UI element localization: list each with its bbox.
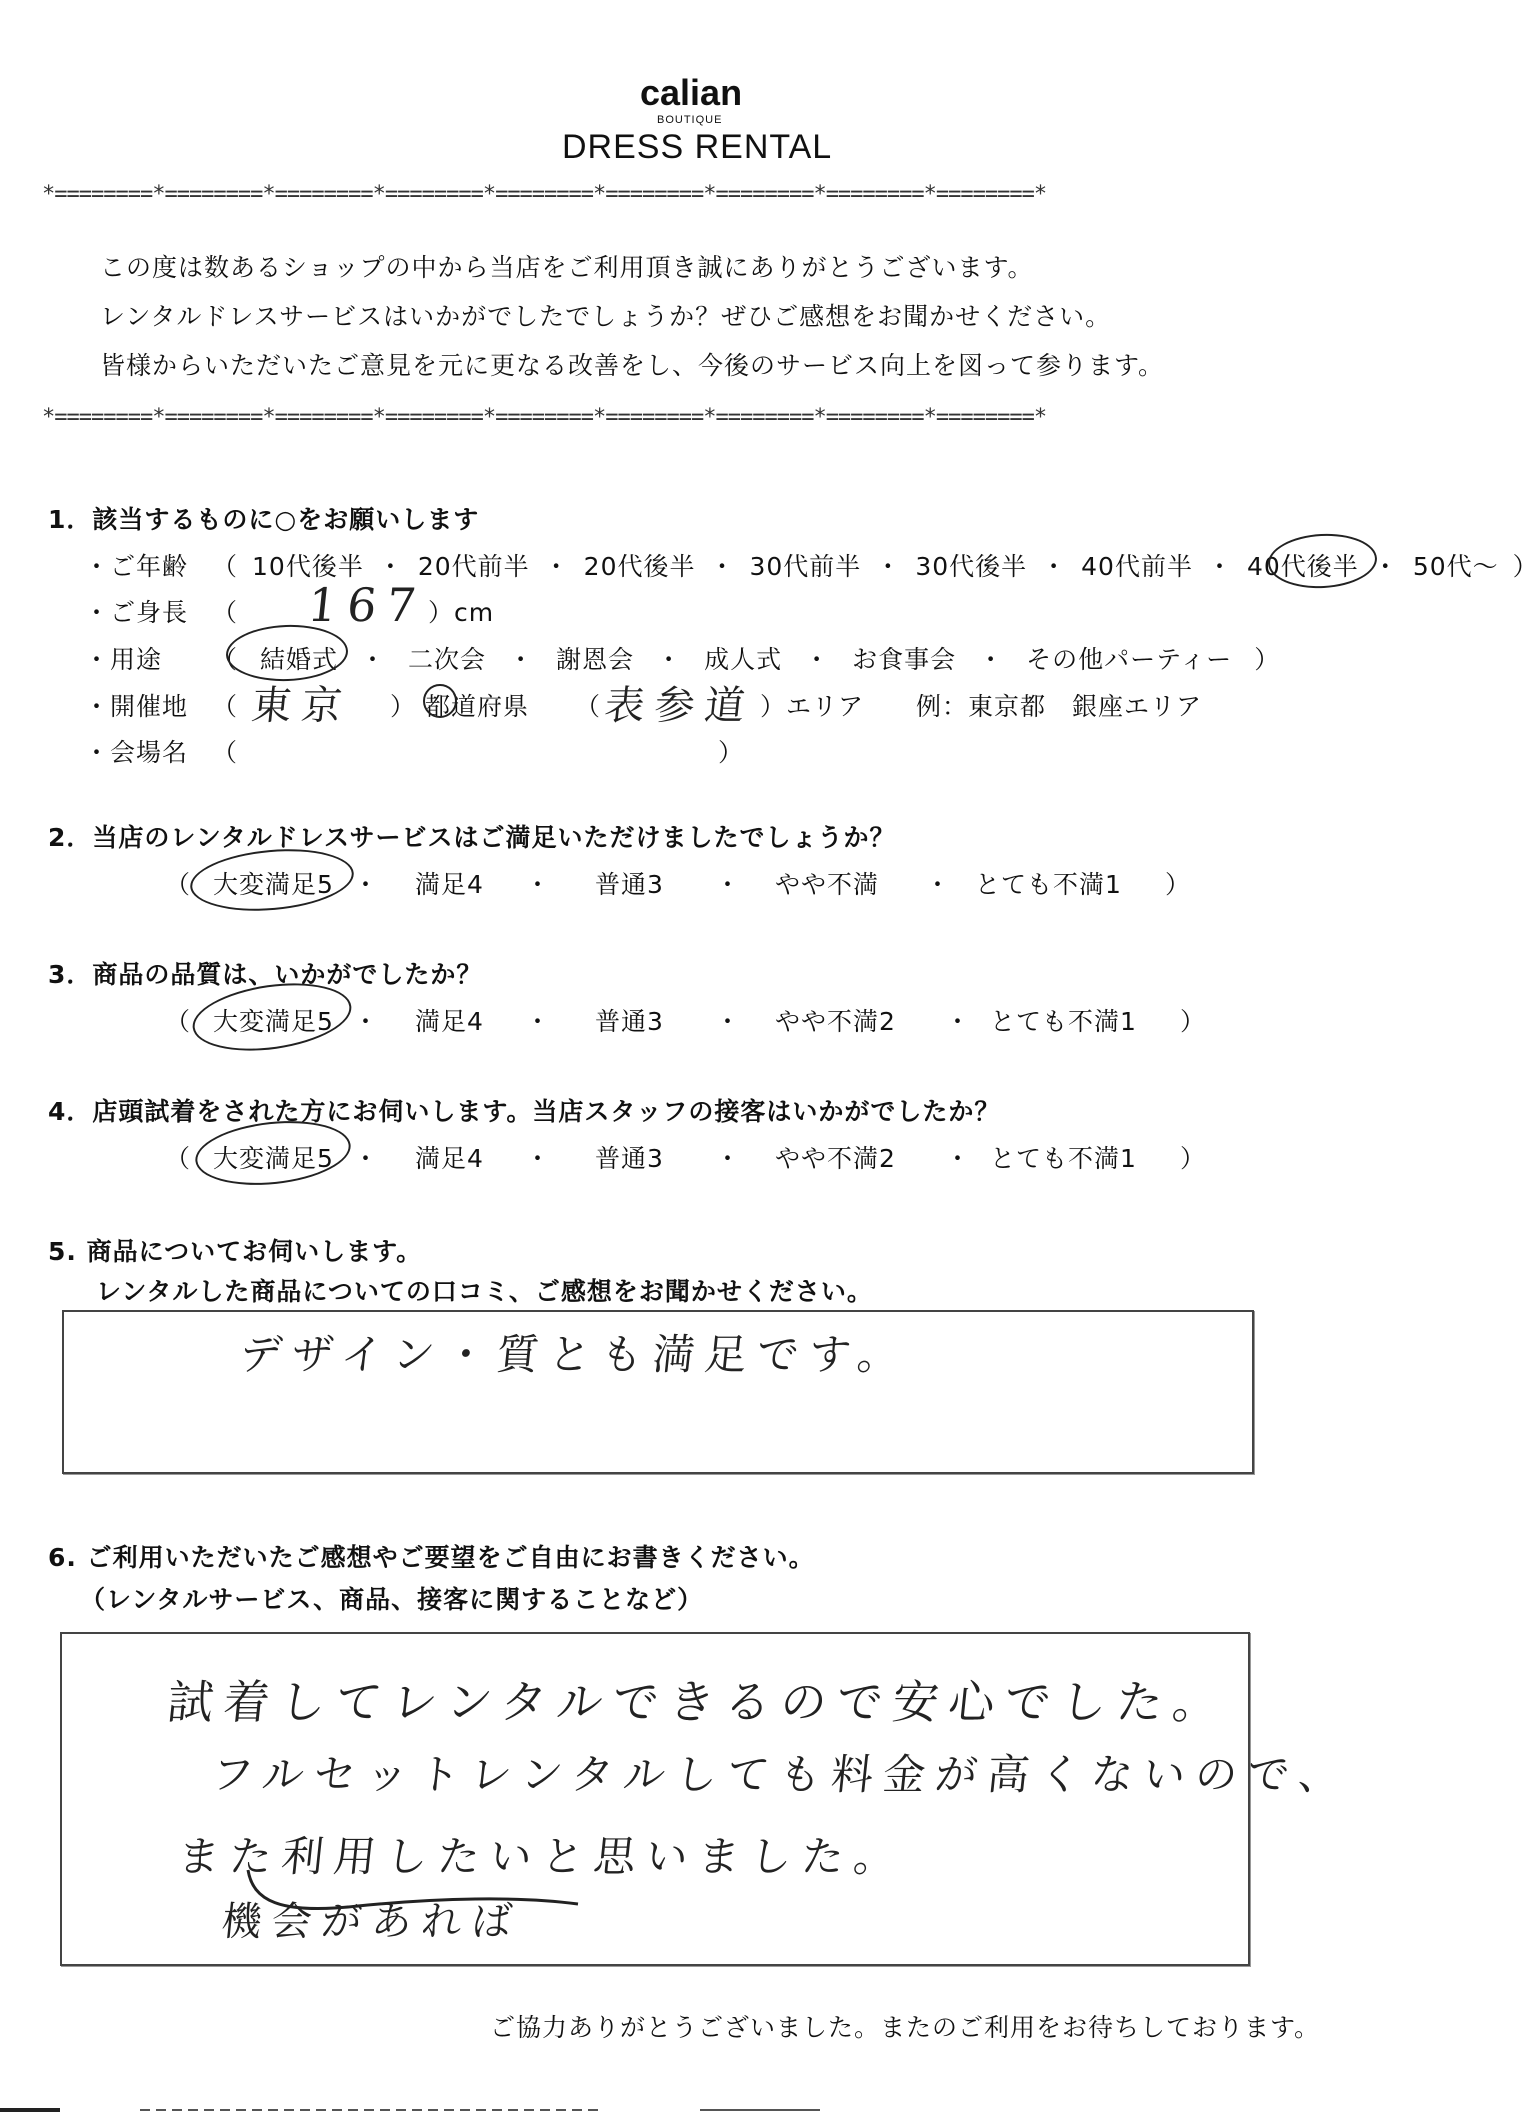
age-option: 10代後半 — [252, 552, 364, 581]
q5-answer: デザイン・質とも満足です。 — [237, 1330, 913, 1379]
dot: ・ — [353, 1144, 380, 1173]
dot: ・ — [1041, 552, 1068, 581]
prefecture-selected-circle — [423, 684, 457, 718]
q2-option: 満足4 — [415, 870, 484, 899]
dot: ・ — [875, 552, 902, 581]
intro-line-1: この度は数あるショップの中から当店をご利用頂き誠にありがとうございます。 — [100, 253, 1034, 282]
dot: ・ — [525, 1007, 552, 1036]
paren-open: （ — [165, 1007, 192, 1036]
venue-open: （ — [212, 692, 239, 721]
q5-title: 5. 商品についてお伺いします。 — [48, 1237, 423, 1266]
age-option-selected: 50代～ — [1412, 552, 1499, 581]
q6-answer-line-1: 試着してレンタルできるので安心でした。 — [164, 1675, 1232, 1729]
paren-close: ） — [1180, 1007, 1207, 1036]
paren-open: （ — [165, 1144, 192, 1173]
age-option: 20代後半 — [583, 552, 696, 581]
bottom-scan-marks — [0, 2105, 1500, 2115]
dot: ・ — [945, 1007, 972, 1036]
purpose-option: 謝恩会 — [556, 645, 635, 674]
brand-sub: BOUTIQUE — [657, 114, 723, 126]
age-option: 20代前半 — [417, 552, 530, 581]
q3-title: 3．商品の品質は、いかがでしたか？ — [48, 960, 483, 989]
footer-thanks: ご協力ありがとうございました。またのご利用をお待ちしております。 — [490, 2013, 1321, 2042]
dot: ・ — [525, 1144, 552, 1173]
age-option: 40代後半 — [1246, 552, 1359, 581]
q2-option: 普通3 — [595, 870, 664, 899]
venue-label: ・開催地 — [84, 692, 189, 721]
intro-line-2: レンタルドレスサービスはいかがでしたでしょうか？ぜひご感想をお聞かせください。 — [100, 302, 1112, 331]
dot: ・ — [508, 645, 535, 674]
intro-line-3: 皆様からいただいたご意見を元に更なる改善をし、今後のサービス向上を図って参ります。 — [100, 351, 1165, 380]
venue-suffix: ）エリア 例：東京都 銀座エリア — [760, 692, 1203, 721]
paren-close: ） — [1165, 870, 1192, 899]
dot: ・ — [353, 1007, 380, 1036]
separator-bottom: *========*========*========*========*========*========*========*========*========* — [42, 405, 1047, 430]
purpose-option: 二次会 — [408, 645, 487, 674]
purpose-label: ・用途 — [84, 645, 163, 674]
separator-top: *========*========*========*========*========*========*========*========*========* — [42, 182, 1047, 207]
dot: ・ — [353, 870, 380, 899]
dot: ・ — [377, 552, 404, 581]
paren-open: （ — [165, 870, 192, 899]
venue-value: 東京 — [249, 683, 355, 729]
height-unit: ）cm — [428, 598, 495, 627]
q2-option: やや不満 — [775, 870, 880, 899]
venue-prefecture: 都道府県 — [425, 692, 530, 721]
dot: ・ — [360, 645, 387, 674]
paren-open: （ — [212, 645, 239, 674]
q6-answer-line-4: 機会があれば — [219, 1899, 525, 1945]
purpose-option: 成人式 — [704, 645, 783, 674]
paren-close: ） — [1180, 1144, 1207, 1173]
paren-close: ） — [1512, 552, 1539, 581]
q3-option: 普通3 — [595, 1007, 664, 1036]
q4-option: やや不満2 — [775, 1144, 896, 1173]
age-label: ・ご年齢 — [84, 552, 189, 581]
hall-open: （ — [212, 738, 239, 767]
purpose-option: その他パーティー — [1026, 645, 1233, 674]
dot: ・ — [978, 645, 1005, 674]
venue-mid: ） — [390, 692, 417, 721]
paren-open: （ — [212, 552, 239, 581]
q3-option: 満足4 — [415, 1007, 484, 1036]
q4-option: とても不満1 — [990, 1144, 1137, 1173]
dot: ・ — [525, 870, 552, 899]
dot: ・ — [715, 870, 742, 899]
q3-option: やや不満2 — [775, 1007, 896, 1036]
dot: ・ — [709, 552, 736, 581]
q6-answer-line-2: フルセットレンタルしても料金が高くないので、 — [209, 1750, 1354, 1799]
q6-title: 6. ご利用いただいたご感想やご要望をご自由にお書きください。 — [48, 1543, 815, 1572]
q1-title: 1．該当するものに○をお願いします — [48, 505, 480, 534]
q3-option: とても不満1 — [990, 1007, 1137, 1036]
q4-title: 4．店頭試着をされた方にお伺いします。当店スタッフの接客はいかがでしたか？ — [48, 1097, 1001, 1126]
q4-option: 普通3 — [595, 1144, 664, 1173]
dot: ・ — [1372, 552, 1399, 581]
hall-label: ・会場名 — [84, 738, 189, 767]
height-open: （ — [212, 598, 239, 627]
q6-answer-line-3: また利用したいと思いました。 — [175, 1832, 909, 1881]
dot: ・ — [945, 1144, 972, 1173]
purpose-option: お食事会 — [852, 645, 957, 674]
q3-option-selected: 大変満足5 — [213, 1007, 334, 1036]
venue-open-2: （ — [575, 692, 602, 721]
hall-close: ） — [718, 738, 745, 767]
dot: ・ — [543, 552, 570, 581]
q5-subtitle: レンタルした商品についての口コミ、ご感想をお聞かせください。 — [96, 1277, 873, 1306]
q2-title: 2．当店のレンタルドレスサービスはご満足いただけましたでしょうか？ — [48, 823, 896, 852]
q4-option: 満足4 — [415, 1144, 484, 1173]
q4-option-selected: 大変満足5 — [213, 1144, 334, 1173]
age-option: 30代後半 — [915, 552, 1028, 581]
purpose-option-selected: 結婚式 — [260, 645, 339, 674]
height-label: ・ご身長 — [84, 598, 189, 627]
document-title: DRESS RENTAL — [562, 128, 833, 166]
q2-option-selected: 大変満足5 — [213, 870, 334, 899]
dot: ・ — [656, 645, 683, 674]
dot: ・ — [715, 1007, 742, 1036]
paren-close: ） — [1254, 645, 1281, 674]
age-option: 30代前半 — [749, 552, 862, 581]
dot: ・ — [804, 645, 831, 674]
venue-area: 表参道 — [602, 683, 758, 729]
dot: ・ — [925, 870, 952, 899]
q2-option: とても不満1 — [975, 870, 1122, 899]
q2-selected-circle — [188, 843, 357, 917]
age-option: 40代前半 — [1081, 552, 1193, 581]
q6-subtitle: （レンタルサービス、商品、接客に関することなど） — [80, 1585, 704, 1614]
purpose-options — [212, 640, 1280, 676]
dot: ・ — [715, 1144, 742, 1173]
brand-logo: calian — [640, 72, 743, 113]
height-value: 167 — [305, 578, 429, 632]
dot: ・ — [1206, 552, 1233, 581]
